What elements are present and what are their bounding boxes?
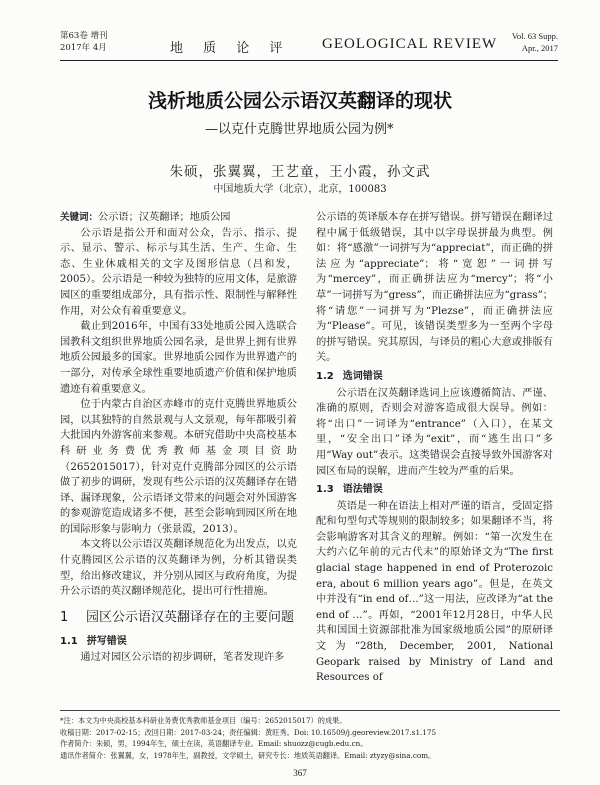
subsection-number: 1.3 <box>316 484 334 496</box>
paragraph: 通过对园区公示语的初步调研，笔者发现许多 <box>80 652 285 664</box>
author-list: 朱硕，张翼翼，王艺童，王小霞，孙文武 <box>169 164 431 180</box>
subsection-title: 选词错误 <box>342 370 383 382</box>
footnote-dates: 收稿日期：2017-02-15；改回日期：2017-03-24；责任编辑：黄旺秀。Doi: 10.16509/j.georeview.2017.s1.175 <box>60 727 437 737</box>
paragraph: 英语是一种在语法上相对严谨的语言，受固定搭配和句型句式等规则的限制较多；如果翻译不当，将会影响游客对其含义的理解。例如：“第一次发生在大约六亿年前的元古代末”的原始译文为“The first glacial stage happened in end of Proterozoic era, about 6 million years ago”。但是，在英文中并没有“in end of…”这一用法，应改译为“at the end of …”。再如，“2001年12月28日，中华人民共和国国土资源部批准为国家级地质公园”的原研译文为“28th, December, 2001, National Geopark raised by Ministry of Land and Resources of <box>316 500 553 684</box>
left-column <box>60 210 297 666</box>
paragraph: 本文将以公示语汉英翻译规范化为出发点，以克什克腾园区公示语的汉英翻译为例，分析其错误类型，给出修改建议，并分别从园区与政府角度，为提升公示语的英汉翻译规范化，提出可行性措施。 <box>60 539 297 598</box>
footnote-author: 作者简介：朱硕，男，1994年生，硕士在读，英语翻译专业。Email: shuozz@cugb.edu.cn。 <box>60 739 368 748</box>
keywords-text: 公示语；汉英翻译；地质公园 <box>98 212 231 223</box>
header-volume-line: 第63卷 增刊 <box>60 31 108 41</box>
footnote-corresponding: 通讯作者简介：张翼翼，女，1978年生，副教授，文学硕士，研究专长：地质英语翻译。Email: ztyzy@sina.com。 <box>60 750 436 760</box>
footnotes <box>60 710 560 761</box>
subsection-title: 语法错误 <box>342 484 383 496</box>
keywords <box>60 210 297 226</box>
section-number: 1 <box>60 609 69 625</box>
keywords-label: 关键词： <box>60 212 99 223</box>
section-heading-1 <box>60 608 297 628</box>
article-title: 浅析地质公园公示语汉英翻译的现状 <box>147 90 452 112</box>
paragraph: 公示语在汉英翻译选词上应该遵循简洁、严谨、准确的原则，否则会对游客造成很大误导。例如：将“出口”一词译为“entrance”（入口），在某文里，“安全出口”译为“exit”，而“逃生出口”多用“Way out”表示。这类错误会直接导致外国游客对园区布局的误解，进而产生较为严重的后果。 <box>316 387 553 477</box>
subsection-number: 1.1 <box>60 635 78 647</box>
header-date-line: 2017年 4月 <box>60 43 107 53</box>
section-heading-1-1 <box>60 634 297 650</box>
paragraph: 位于内蒙古自治区赤峰市的克什克腾世界地质公园，以其独特的自然景观与人文景观，每年都吸引着大批国内外游客前来参观。本研究借助中央高校基本科研业务费优秀教师基金项目资助（2652015017），针对克什克腾部分园区的公示语做了初步的调研，发现有些公示语的汉英翻译存在错译、漏译现象，公示语译文带来的问题会对外国游客的参观游览造成诸多不便，甚至会影响到园区所在地的国际形象与影响力（张景霞，2013）。 <box>60 399 297 535</box>
journal-title-chinese: 地 质 论 评 <box>170 41 291 56</box>
paragraph: 截止到2016年，中国有33处地质公园入选联合国教科文组织世界地质公园名录，是世界上拥有世界地质公园最多的国家。世界地质公园作为世界遗产的一部分，对传承全球性重要地质遗产价值和保护地质遗迹有着重要意义。 <box>60 321 297 395</box>
affiliation: 中国地质大学（北京），北京，100083 <box>213 184 387 195</box>
section-heading-1-2 <box>316 369 553 385</box>
subsection-number: 1.2 <box>316 370 334 382</box>
article-subtitle: —以克什克腾世界地质公园为例* <box>205 122 394 137</box>
paragraph: 公示语是指公开和面对公众，告示、指示、提示、显示、警示、标示与其生活、生产、生命、生态、生业休戚相关的文字及图形信息（吕和发，2005）。公示语是一种较为独特的应用文体，是旅游园区的重要组成部分，具有指示性、限制性与解释性作用，对公众有着重要意义。 <box>60 227 297 317</box>
journal-title-english: GEOLOGICAL REVIEW <box>322 36 498 52</box>
footnote-funding: *注：本文为中央高校基本科研业务费优秀教师基金项目（编号：2652015017）的成果。 <box>60 716 347 725</box>
section-title: 园区公示语汉英翻译存在的主要问题 <box>86 609 295 625</box>
header-date-en-line: Apr., 2017 <box>521 43 558 53</box>
subsection-title: 拼写错误 <box>86 635 127 647</box>
header-volume <box>60 30 108 54</box>
section-heading-1-3 <box>316 482 553 498</box>
right-column <box>316 210 553 686</box>
paragraph: 公示语的英译版本存在拼写错误。拼写错误在翻译过程中属于低级错误，其中以字母误拼最为典型。例如：将“感激”一词拼写为“appreciat”，而正确的拼法应为“appreciate”；将“宽恕”一词拼写为“mercey”，而正确拼法应为“mercy”；将“小草”一词拼写为“gress”，而正确拼法应为“grass”；将“请您”一词拼写为“Plezse”，而正确拼法应为“Please”。可见，该错误类型多为一至两个字母的拼写错误。究其原因，与译员的粗心大意或排版有关。 <box>316 212 553 364</box>
running-header <box>60 30 558 61</box>
header-volume-english <box>512 30 558 54</box>
page-number: 367 <box>293 768 307 778</box>
header-vol-en-line: Vol. 63 Supp. <box>511 31 558 41</box>
